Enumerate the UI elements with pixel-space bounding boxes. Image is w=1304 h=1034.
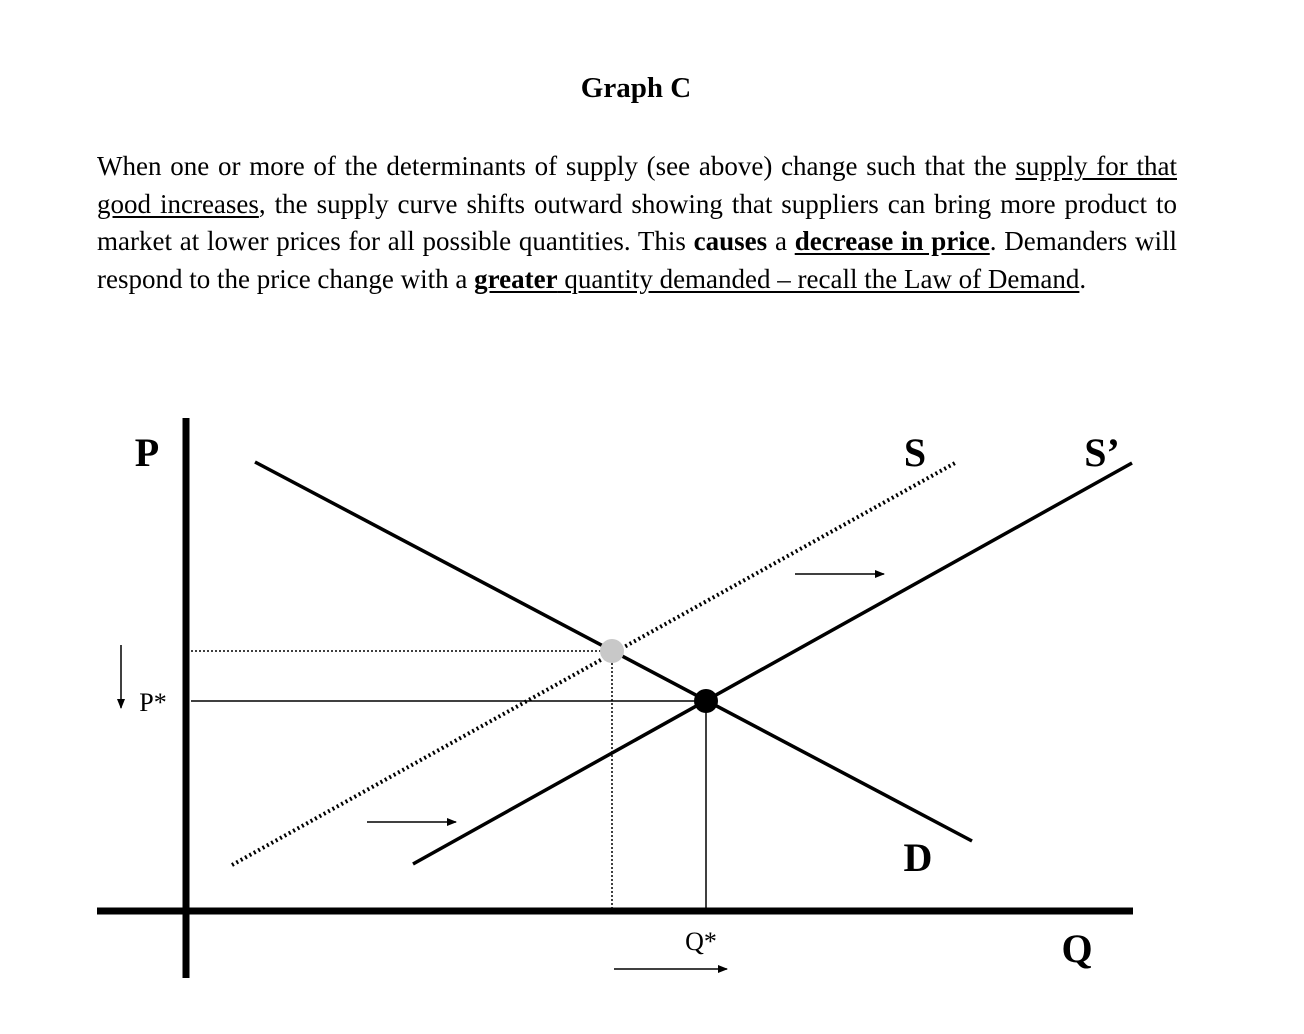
- old-equilibrium-dot: [600, 639, 624, 663]
- underlined-text: quantity demanded – recall the Law of Demand: [557, 263, 1080, 294]
- new-equilibrium-dot: [694, 689, 718, 713]
- bold-underlined-text: decrease in price: [794, 226, 990, 256]
- x-axis-label: Q: [1061, 926, 1093, 971]
- price-label: P*: [139, 688, 167, 717]
- original-supply-curve: [232, 463, 955, 865]
- text-part: , the supply curve shifts outward showing that suppliers can bring more product to market at lower prices for all possible quantities. This: [97, 188, 1177, 256]
- quantity-label: Q*: [685, 927, 717, 956]
- new-supply-curve: [413, 463, 1132, 864]
- text-part: .: [1079, 263, 1087, 294]
- graph-title: Graph C: [580, 72, 692, 104]
- bold-text: causes: [693, 226, 768, 256]
- new-supply-label: S’: [1084, 430, 1120, 475]
- demand-label: D: [903, 835, 933, 880]
- bold-underlined-text: greater: [474, 263, 558, 294]
- text-part: . Demanders will respond to the price change with a: [97, 226, 1178, 294]
- y-axis-label: P: [134, 430, 160, 475]
- text-part: When one or more of the determinants of supply (see above) change such that the: [97, 151, 1016, 181]
- text-part: a: [767, 226, 795, 256]
- supply-label: S: [903, 430, 927, 475]
- underlined-text: supply for that good increases: [97, 151, 1177, 219]
